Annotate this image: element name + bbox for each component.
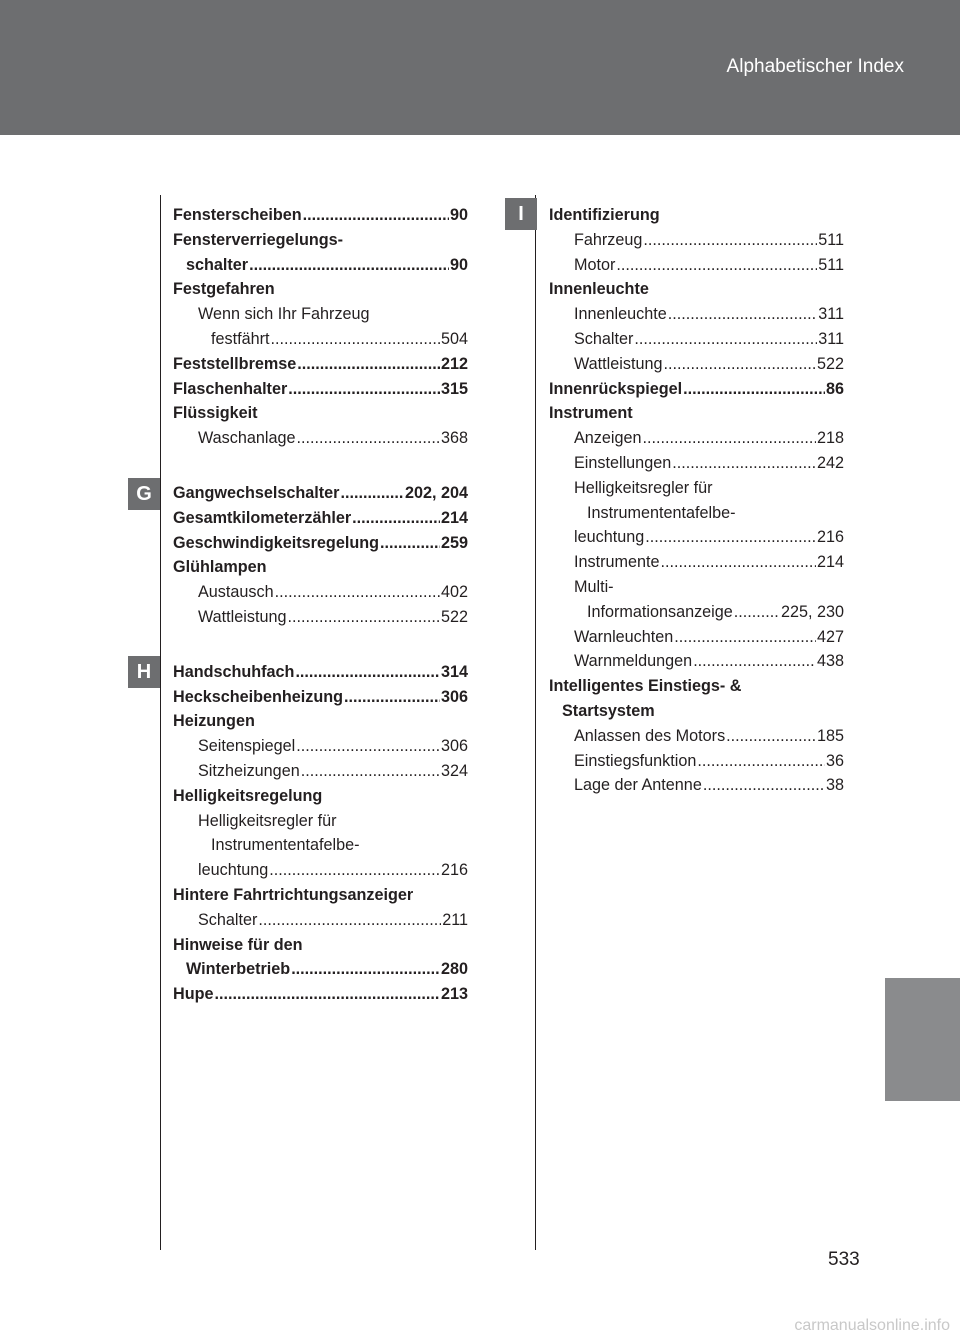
index-entry-page: 306 [440,687,468,706]
index-heading: Identifizierung [549,206,660,224]
index-heading: Helligkeitsregelung [173,786,323,805]
index-entry-page: 214 [440,508,468,527]
index-entry-page: 522 [816,354,844,373]
dot-leader [668,302,817,327]
index-entry-label: Winterbetrieb [186,960,291,979]
index-entry-page: 314 [440,662,468,681]
index-entry-label: Anzeigen [574,429,642,448]
dot-leader [645,525,816,550]
index-heading: Flüssigkeit [173,404,258,423]
index-entry-page: 86 [825,379,844,398]
index-entry-page: 90 [449,255,468,274]
index-entry-label: Lage der Antenne [574,776,702,795]
index-entry-page: 311 [818,329,844,348]
index-heading: Startsystem [562,701,655,720]
index-entry [549,550,844,575]
index-entry [173,957,468,982]
index-entry-label: leuchtung [198,861,269,880]
index-heading: Hintere Fahrtrichtungsanzeiger [173,885,414,904]
index-entry [549,749,844,774]
index-entry-label: Informationsanzeige [587,602,733,621]
index-entry [173,858,468,883]
index-entry [173,759,468,784]
dot-leader [291,957,440,982]
index-entry [549,377,844,402]
dot-leader [340,481,404,506]
index-entry [173,734,468,759]
letter-marker-h: H [128,656,160,688]
index-entry-label: Gesamtkilometerzähler [173,508,352,527]
index-entry [549,525,844,550]
index-entry [173,660,468,685]
index-entry-page: 212 [440,354,468,373]
index-entry-label: Geschwindigkeitsregelung [173,533,379,552]
index-entry-label: Warnmeldungen [574,652,693,671]
index-entry-label: Handschuhfach [173,662,295,681]
dot-leader [249,253,449,278]
index-entry-page: 214 [816,553,844,572]
dot-leader [634,327,817,352]
index-entry-label: Feststellbremse [173,354,297,373]
index-entry-page: 216 [440,861,468,880]
dot-leader [287,605,440,630]
index-entry [173,605,468,630]
index-entry-label: festfährt [211,329,270,348]
index-entry-label: Innenleuchte [574,305,667,324]
index-entry-label: Warnleuchten [574,627,674,646]
index-entry-label: Wattleistung [574,354,663,373]
dot-leader [693,649,816,674]
dot-leader [663,352,816,377]
dot-leader [352,506,440,531]
index-entry-page: 218 [816,429,844,448]
dot-leader [214,982,440,1007]
index-column-left [173,203,468,1007]
index-entry [549,228,844,253]
index-entry-label: Innenrückspiegel [549,379,683,398]
header-title: Alphabetischer Index [726,56,904,77]
index-entry [549,352,844,377]
index-entry [173,253,468,278]
index-entry-label: Fahrzeug [574,230,643,249]
index-entry [173,506,468,531]
index-heading: Intelligentes Einstiegs- & [549,677,742,696]
index-entry-page: 185 [816,726,844,745]
dot-leader [734,600,780,625]
column-divider-left [160,195,161,1250]
index-entry-page: 38 [825,776,844,795]
index-entry-page: 259 [440,533,468,552]
index-entry-label: Schalter [198,910,258,929]
page-number: 533 [828,1249,860,1270]
index-entry-label: Gangwechselschalter [173,483,340,502]
dot-leader [297,352,440,377]
index-heading: Hinweise für den [173,935,303,954]
index-heading: Instrumententafelbe- [587,503,736,522]
dot-leader [258,908,441,933]
dot-leader [643,228,817,253]
index-entry [173,203,468,228]
index-entry-label: Heckscheibenheizung [173,687,344,706]
index-entry-label: Motor [574,255,616,274]
index-entry-label: Instrumente [574,553,660,572]
index-entry-page: 315 [440,379,468,398]
index-entry-label: Sitzheizungen [198,761,300,780]
dot-leader [303,203,449,228]
dot-leader [269,858,440,883]
letter-marker-i: I [505,198,537,230]
index-entry-page: 368 [440,429,468,448]
index-heading: Heizungen [173,712,255,731]
index-entry-label: leuchtung [574,528,645,547]
index-heading: Instrument [549,404,633,423]
index-entry-page: 511 [818,230,844,249]
dot-leader [296,734,440,759]
index-entry-page: 211 [442,910,468,929]
dot-leader [288,377,440,402]
dot-leader [703,773,825,798]
index-entry-page: 504 [440,329,468,348]
dot-leader [726,724,816,749]
index-entry [549,253,844,278]
thumb-index-tab [885,978,960,1101]
index-entry-page: 280 [440,960,468,979]
index-heading: Helligkeitsregler für [574,478,713,497]
dot-leader [674,625,816,650]
dot-leader [296,426,440,451]
index-entry [173,982,468,1007]
index-heading: Multi- [574,577,614,596]
letter-marker-g: G [128,478,160,510]
index-entry-label: Hupe [173,985,214,1004]
index-heading: Helligkeitsregler für [198,811,337,830]
section-gap [173,451,468,481]
index-entry-label: Waschanlage [198,429,296,448]
index-column-right [549,203,844,798]
index-entry [549,600,844,625]
index-heading: Glühlampen [173,558,267,577]
index-entry [173,481,468,506]
section-gap [173,630,468,660]
index-entry-page: 311 [818,305,844,324]
index-entry-label: Seitenspiegel [198,737,296,756]
index-heading: Festgefahren [173,280,275,299]
index-entry [173,377,468,402]
index-entry-page: 242 [816,453,844,472]
index-entry [173,685,468,710]
index-entry-label: Flaschenhalter [173,379,288,398]
index-entry-page: 306 [440,737,468,756]
index-entry-page: 90 [449,206,468,224]
index-entry-label: schalter [186,255,249,274]
index-entry [549,302,844,327]
dot-leader [660,550,816,575]
index-entry [549,625,844,650]
index-entry-label: Einstiegsfunktion [574,751,697,770]
index-entry-page: 202, 204 [404,483,468,502]
index-entry [173,426,468,451]
index-entry-page: 36 [825,751,844,770]
index-entry [173,327,468,352]
dot-leader [270,327,440,352]
index-entry [173,580,468,605]
index-entry-page: 438 [816,652,844,671]
index-entry [549,724,844,749]
index-entry [549,773,844,798]
dot-leader [672,451,816,476]
index-entry [549,426,844,451]
index-entry-label: Einstellungen [574,453,672,472]
index-entry [173,352,468,377]
index-entry-label: Schalter [574,329,634,348]
dot-leader [683,377,825,402]
index-entry-label: Anlassen des Motors [574,726,726,745]
page-header [0,0,960,135]
index-entry-page: 427 [816,627,844,646]
column-divider-right [535,195,536,1250]
dot-leader [301,759,440,784]
index-entry-page: 402 [440,583,468,602]
index-entry-page: 213 [440,985,468,1004]
index-entry-page: 225, 230 [780,602,844,621]
index-entry [173,531,468,556]
dot-leader [344,685,440,710]
index-entry [549,327,844,352]
dot-leader [295,660,440,685]
index-entry [549,451,844,476]
index-entry [549,649,844,674]
index-heading: Instrumententafelbe- [211,836,360,855]
index-entry [173,908,468,933]
index-entry-label: Austausch [198,583,274,602]
dot-leader [643,426,816,451]
dot-leader [616,253,817,278]
watermark: carmanualsonline.info [794,1317,950,1334]
index-entry-page: 511 [818,255,844,274]
index-heading: Wenn sich Ihr Fahrzeug [198,305,370,324]
index-entry-page: 216 [816,528,844,547]
index-heading: Innenleuchte [549,280,649,299]
index-entry-page: 324 [440,761,468,780]
dot-leader [380,531,440,556]
index-entry-label: Fensterscheiben [173,206,302,224]
dot-leader [275,580,440,605]
dot-leader [697,749,825,774]
index-heading: Fensterverriegelungs- [173,230,344,249]
index-entry-page: 522 [440,607,468,626]
index-entry-label: Wattleistung [198,607,287,626]
